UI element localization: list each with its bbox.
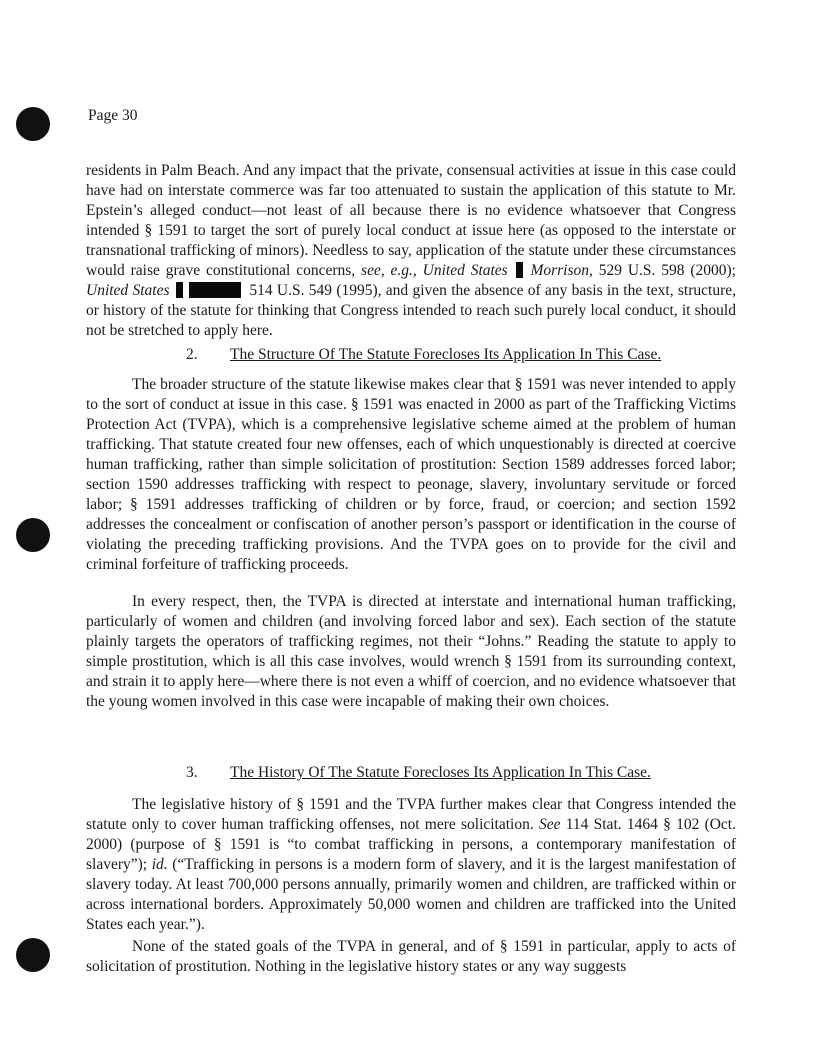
citation-signal: see, e.g., United States [361, 262, 508, 279]
paragraph-text: residents in Palm Beach. And any impact that the private, consensual activities at issue in this case could have had on interstate commerce was far too attenuated to sustain the application of this statute to Mr. Epstein’s alleged conduct—not least of all because there is no evidence whatsoever that Congress intended § 1591 to target the sort of purely local conduct at issue here (as opposed to the interstate or transnational trafficking of minors). Needless to say, application of the statute under these circumstances would raise grave constitutional concerns, [86, 162, 736, 279]
paragraph-every-respect [86, 592, 736, 712]
binder-hole-middle [16, 518, 50, 552]
redaction-box [189, 282, 241, 298]
paragraph-stated-goals [86, 937, 736, 977]
heading-number: 3. [186, 764, 198, 781]
citation-text: 514 U.S. 549 (1995), [245, 282, 382, 299]
case-name-morrison: Morrison, [530, 262, 593, 279]
heading-title: The History Of The Statute Forecloses Its Application In This Case. [230, 764, 651, 781]
paragraph-text: The legislative history of § 1591 and the TVPA further makes clear that Congress intended the statute only to cover human trafficking offenses, not mere solicitation. [86, 796, 736, 833]
binder-hole-bottom [16, 938, 50, 972]
paragraph-text: (“Trafficking in persons is a modern form of slavery, and it is the largest manifestation of slavery today. At least 700,000 persons annually, primarily women and children, are trafficked within or across international borders. Approximately 50,000 women and children are trafficked into the United States each year.”). [86, 856, 736, 933]
paragraph-structure [86, 375, 736, 575]
paragraph-continuation [86, 161, 736, 341]
citation-signal: See [538, 816, 561, 833]
paragraph-text: 114 Stat. 1464 § 102 (Oct. 2000) (purpose of § 1591 is “to combat trafficking in persons, a contemporary manifestation of slavery”); [86, 816, 736, 873]
paragraph-legislative-history [86, 795, 736, 935]
paragraph-text: In every respect, then, the TVPA is directed at interstate and international human trafficking, particularly of women and children (and involving forced labor and sex). Each section of the statute plainly targets the operators of trafficking regimes, not their “Johns.” Reading the statute to apply to simple prostitution, which is all this case involves, would wrench § 1591 from its surrounding context, and strain it to apply here—where there is not even a whiff of coercion, and no evidence whatsoever that the young women involved in this case were incapable of making their own choices. [86, 593, 736, 710]
case-name-us: United States [86, 282, 170, 299]
heading-number: 2. [186, 346, 198, 363]
section-heading-3 [186, 764, 651, 782]
citation-id: id. [151, 856, 168, 873]
heading-title: The Structure Of The Statute Forecloses Its Application In This Case. [230, 346, 662, 363]
paragraph-text: and given the absence of any basis in the text, structure, or history of the statute for thinking that Congress intended to reach such purely local conduct, it should not be stretched to apply here. [86, 282, 737, 339]
section-heading-2 [186, 346, 661, 364]
binder-hole-top [16, 107, 50, 141]
paragraph-text: The broader structure of the statute likewise makes clear that § 1591 was never intended to apply to the sort of conduct at issue in this case. § 1591 was enacted in 2000 as part of the Trafficking Victims Protection Act (TVPA), which is a comprehensive legislative scheme aimed at the problem of human trafficking. That statute created four new offenses, each of which unquestionably is directed at coercive human trafficking, rather than simple solicitation of prostitution: Section 1589 addresses forced labor; section 1590 addresses trafficking with respect to peonage, slavery, involuntary servitude or forced labor; § 1591 addresses trafficking of children or by force, fraud, or coercion; and section 1592 addresses the concealment or confiscation of another person’s passport or identification in the course of violating the preceding trafficking provisions. And the TVPA goes on to provide for the civil and criminal forfeiture of trafficking proceeds. [86, 376, 736, 573]
redaction-box [516, 262, 523, 278]
paragraph-text: None of the stated goals of the TVPA in general, and of § 1591 in particular, apply to acts of solicitation of prostitution. Nothing in the legislative history states or any way suggests [86, 938, 736, 975]
citation-text: 529 U.S. 598 (2000); [592, 262, 736, 279]
page-number: Page 30 [88, 107, 138, 124]
redaction-box [176, 282, 183, 298]
